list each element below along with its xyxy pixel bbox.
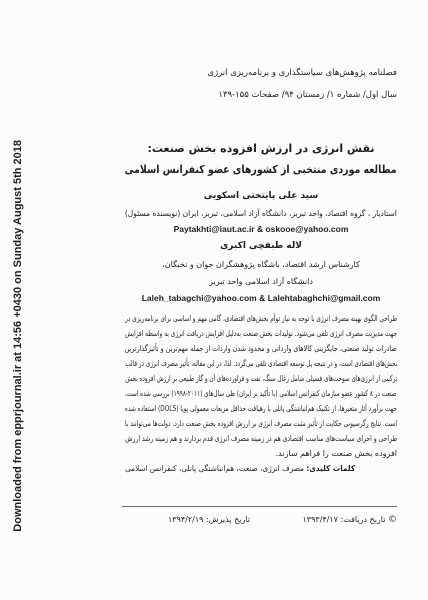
author-1-affiliation-row <box>125 206 397 221</box>
abstract-line <box>125 401 397 416</box>
abstract-line-text: ترکیبی از انرژی‌های سوخت‌های فسیلی شامل زغال سنگ، نفت و فراورده‌های آن و گاز طبیعی بر ارزش افزوده بخش <box>124 374 397 383</box>
abstract-line <box>125 341 397 356</box>
journal-issue-row <box>125 88 397 102</box>
abstract-line <box>125 311 397 326</box>
journal-issue: سال اول/ شماره ۱/ زمستان ۹۴/ صفحات ۱۵۵-۱۳۹ <box>218 90 397 100</box>
accepted-label: تاریخ پذیرش: <box>206 515 250 524</box>
download-stamp: Downloaded from epprjournal.ir at 14:56 +0430 on Sunday August 5th 2018 <box>12 140 24 532</box>
received-value: ۱۳۹۳/۴/۱۷ <box>302 515 338 524</box>
abstract-line-text: است. نتایج رگرسیونی حکایت از تأثیر مثبت مصرف انرژی بر ارزش افزوده بخش صنعت دارد. دولت‌ها می‌توانند با <box>125 419 397 428</box>
author-2-affiliation-2: دانشگاه آزاد اسلامی واحد تبریز <box>209 277 313 286</box>
keywords-row <box>125 461 355 476</box>
received-label: تاریخ دریافت: <box>340 515 386 524</box>
abstract-line <box>125 386 397 401</box>
author-2-name: لاله طبقچی اکبری <box>220 241 302 251</box>
abstract-line-text: بخش‌های اقتصادی است، و در نتیجه پل توسعه اقتصادی تلقی می‌گردد. لذا، در این مقاله، تأثیر مصرف انرژی در قالب <box>124 359 397 368</box>
paper-title-text-1: نقش انرژی در ارزش افزوده بخش صنعت: <box>147 142 375 155</box>
accepted-value: ۱۳۹۴/۲/۱۹ <box>167 515 204 524</box>
abstract-line-text: طراحی و اجرای سیاست‌های مناسب اقتصادی هم در زمینه مصرف انرژی قدم بردارند و هم زمینه رشد ارزش <box>124 434 397 443</box>
journal-name-row <box>125 66 397 80</box>
abstract-line <box>125 326 397 341</box>
received-date <box>303 513 398 527</box>
author-1-affiliation: استادیار ، گروه اقتصاد، واحد تبریز، دانشگاه آزاد اسلامی، تبریز، ایران (نویسنده مسئول) <box>124 209 397 218</box>
abstract-line <box>125 431 397 446</box>
abstract-line-text: طراحی الگوی بهینه مصرف انرژی با توجه به نیاز توأم بخش‌های اقتصادی، گامی مهم و اساسی برای برنامه‌ریزی در <box>124 314 397 323</box>
accepted-date <box>168 513 250 527</box>
keywords <box>125 461 355 476</box>
author-1-email-row <box>125 222 397 236</box>
keywords-text: مصرف انرژی، صنعت، هم‌انباشتگی پانلی، کنفرانس اسلامی <box>124 464 304 473</box>
author-1-name: سید علی پایتختی اسکویی <box>203 191 319 201</box>
abstract-line <box>125 371 397 386</box>
author-2-email: Laleh_tabagchi@yahoo.com & Lalehtabaghchi@gmail.com <box>141 293 381 303</box>
paper-title-line-2 <box>125 161 397 178</box>
accepted-date-row <box>140 513 250 527</box>
abstract-line-last <box>125 446 397 461</box>
author-2-email-row <box>125 291 397 305</box>
paper-title-text-2: مطالعه موردی منتخبی از کشورهای عضو کنفرانس اسلامی <box>124 163 397 176</box>
footer-rule <box>122 506 397 507</box>
keywords-label: کلمات کلیدی: <box>306 464 355 473</box>
author-2-name-row <box>125 239 397 254</box>
abstract-line <box>125 356 397 371</box>
author-2-affiliation-1: کارشناس ارشد اقتصاد، باشگاه پژوهشگران جوان و نخبگان، <box>162 260 360 269</box>
abstract-line-text: صادرات تولید صنعتی، جایگزینی کالاهای وارداتی و محدود شدن واردات از جمله مهم‌ترین و تأثیرگذارترین <box>124 344 397 353</box>
abstract-line-text: جهت مدیریت مصرف انرژی تلقی می‌شود. تولیدات بخش صنعت به‌دلیل افزایش دریافت انرژی به واسطه افزایش <box>124 329 397 338</box>
abstract-line-text: افزوده بخش صنعت را فراهم سازند. <box>275 449 397 458</box>
author-2-affiliation-row-2 <box>125 274 397 289</box>
abstract-line-text: جهت برآورد آثار متغیرها، از تکنیک هم‌انباشتگی پانلی با رهیافت حداقل مربعات معمولی پویا (DOLS) استفاده شده <box>124 404 397 413</box>
abstract-line-text: صنعت در ۸ کشور عضو سازمان کنفرانس اسلامی (با تأکید بر ایران) طی سال‌های (۲۰۱۱-۱۹۹۸) بررسی شده است. <box>124 389 397 398</box>
author-1-email: Paytakhti@iaut.ac.ir & oskooe@yahoo.com <box>173 224 349 234</box>
copyright-mark: © <box>388 515 397 525</box>
journal-name: فصلنامه پژوهش‌های سیاستگذاری و برنامه‌ریزی انرژی <box>207 68 397 78</box>
abstract-line <box>125 416 397 431</box>
author-2-affiliation-row-1 <box>125 257 397 272</box>
author-1-name-row <box>125 189 397 204</box>
paper-title-line-1 <box>125 140 397 157</box>
abstract <box>125 311 397 461</box>
